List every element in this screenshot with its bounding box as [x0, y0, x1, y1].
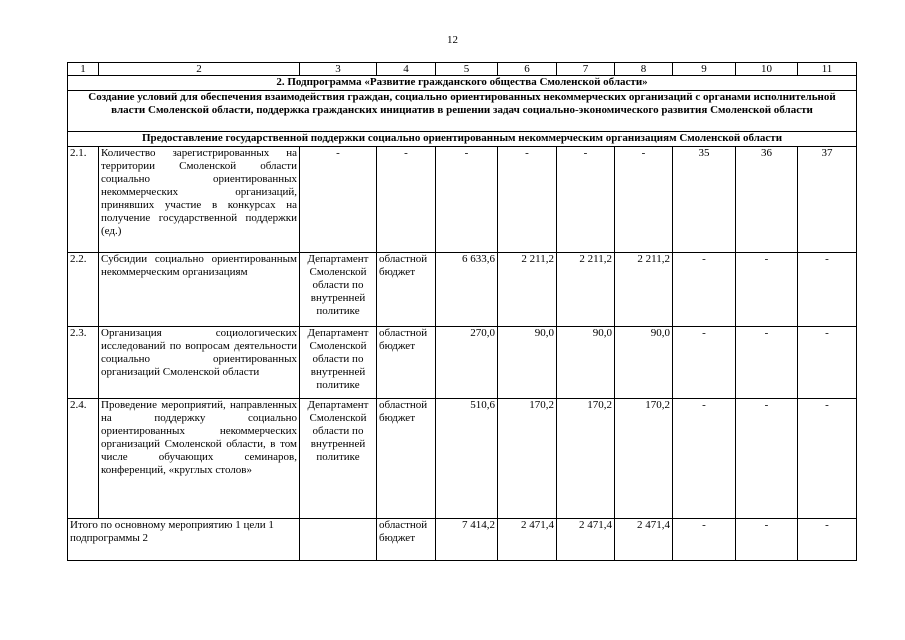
goal-row [68, 91, 857, 132]
row-source: - [377, 147, 436, 253]
row-col5: 510,6 [436, 399, 498, 519]
row-number: 2.3. [68, 327, 99, 399]
row-col5: 270,0 [436, 327, 498, 399]
row-col8: 2 211,2 [615, 253, 673, 327]
row-name: Субсидии социально ориентированным некоммерческим организациям [99, 253, 300, 327]
row-col7: 2 211,2 [557, 253, 615, 327]
row-number: 2.2. [68, 253, 99, 327]
col-header: 3 [300, 63, 377, 76]
col-header: 1 [68, 63, 99, 76]
total-col10: - [736, 519, 798, 561]
row-col11: - [798, 253, 857, 327]
row-col7: 170,2 [557, 399, 615, 519]
row-col10: - [736, 399, 798, 519]
total-col11: - [798, 519, 857, 561]
row-col8: 170,2 [615, 399, 673, 519]
row-col9: - [673, 253, 736, 327]
row-name: Количество зарегистрированных на территории Смоленской области социально ориентированных некоммерческих организаций, принявших участие в конкурсах на получение государственной поддержки (ед.) [99, 147, 300, 253]
col-header: 2 [99, 63, 300, 76]
row-col9: - [673, 327, 736, 399]
row-col6: - [498, 147, 557, 253]
total-executor [300, 519, 377, 561]
row-col10: 36 [736, 147, 798, 253]
subprogram-title-row [68, 76, 857, 91]
budget-table [67, 62, 857, 561]
row-col5: 6 633,6 [436, 253, 498, 327]
row-col6: 170,2 [498, 399, 557, 519]
row-source: областной бюджет [377, 399, 436, 519]
row-col6: 2 211,2 [498, 253, 557, 327]
total-col8: 2 471,4 [615, 519, 673, 561]
row-col7: - [557, 147, 615, 253]
page-number: 12 [447, 34, 458, 46]
activity-row [68, 132, 857, 147]
row-number: 2.1. [68, 147, 99, 253]
row-number: 2.4. [68, 399, 99, 519]
table-row [68, 253, 857, 327]
row-executor: Департамент Смоленской области по внутренней политике [300, 253, 377, 327]
row-col5: - [436, 147, 498, 253]
row-source: областной бюджет [377, 327, 436, 399]
col-header: 8 [615, 63, 673, 76]
col-header: 6 [498, 63, 557, 76]
table-row [68, 399, 857, 519]
goal-text: Создание условий для обеспечения взаимодействия граждан, социально ориентированных некоммерческих организаций с органами исполнительной власти Смоленской области, поддержка гражданских инициатив в решении задач социально-экономического развития Смоленской области [68, 91, 857, 132]
total-col5: 7 414,2 [436, 519, 498, 561]
row-executor: Департамент Смоленской области по внутренней политике [300, 327, 377, 399]
total-col7: 2 471,4 [557, 519, 615, 561]
row-executor: Департамент Смоленской области по внутренней политике [300, 399, 377, 519]
row-col10: - [736, 327, 798, 399]
row-col11: 37 [798, 147, 857, 253]
col-header: 7 [557, 63, 615, 76]
activity-text: Предоставление государственной поддержки социально ориентированным некоммерческим организациям Смоленской области [68, 132, 857, 147]
row-col6: 90,0 [498, 327, 557, 399]
table-row [68, 147, 857, 253]
subprogram-title: 2. Подпрограмма «Развитие гражданского общества Смоленской области» [68, 76, 857, 91]
row-col11: - [798, 327, 857, 399]
total-col6: 2 471,4 [498, 519, 557, 561]
row-executor: - [300, 147, 377, 253]
total-row [68, 519, 857, 561]
col-header: 11 [798, 63, 857, 76]
row-col8: - [615, 147, 673, 253]
total-source: областной бюджет [377, 519, 436, 561]
row-col9: - [673, 399, 736, 519]
row-col11: - [798, 399, 857, 519]
col-header: 5 [436, 63, 498, 76]
row-name: Проведение мероприятий, направленных на поддержку социально ориентированных некоммерческих организаций Смоленской области, в том числе обучающих семинаров, конференций, «круглых столов» [99, 399, 300, 519]
column-number-row [68, 63, 857, 76]
total-label: Итого по основному мероприятию 1 цели 1 подпрограммы 2 [68, 519, 300, 561]
col-header: 4 [377, 63, 436, 76]
row-col9: 35 [673, 147, 736, 253]
table-row [68, 327, 857, 399]
row-col10: - [736, 253, 798, 327]
row-col7: 90,0 [557, 327, 615, 399]
row-col8: 90,0 [615, 327, 673, 399]
col-header: 9 [673, 63, 736, 76]
col-header: 10 [736, 63, 798, 76]
total-col9: - [673, 519, 736, 561]
row-source: областной бюджет [377, 253, 436, 327]
row-name: Организация социологических исследований по вопросам деятельности социально ориентированных организаций Смоленской области [99, 327, 300, 399]
